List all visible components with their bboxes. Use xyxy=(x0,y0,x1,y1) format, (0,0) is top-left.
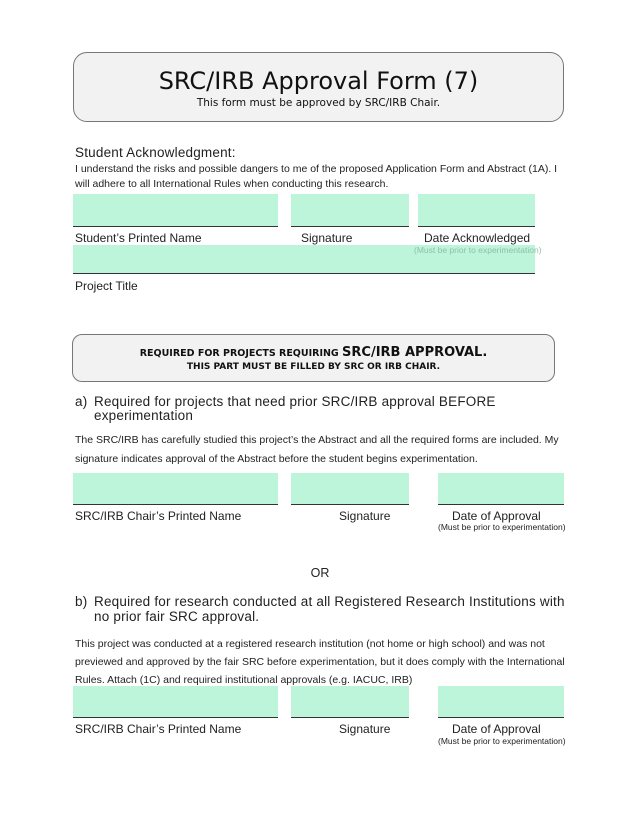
section-b-date-label: Date of Approval xyxy=(452,722,541,736)
section-b-heading-2: no prior fair SRC approval. xyxy=(94,609,260,624)
approval-required-line2: THIS PART MUST BE FILLED BY SRC OR IRB CHAIR. xyxy=(186,362,441,372)
section-a-marker: a) xyxy=(75,394,88,409)
section-a-text-2: signature indicates approval of the Abstract before the student begins experimentation. xyxy=(75,453,478,465)
student-ack-text-1: I understand the risks and possible dangers to me of the proposed Application Form and Abstract (1A). I xyxy=(75,163,558,175)
approval-required-box xyxy=(72,334,555,382)
section-b-printed-name-field[interactable] xyxy=(73,686,278,718)
section-b-marker: b) xyxy=(75,594,88,609)
student-signature-field[interactable] xyxy=(291,194,409,227)
section-a-heading-1: Required for projects that need prior SRC/IRB approval BEFORE xyxy=(94,394,496,409)
section-b-heading-1: Required for research conducted at all Registered Research Institutions with xyxy=(94,594,565,609)
form-title: SRC/IRB Approval Form (7) xyxy=(158,67,479,95)
section-b-text-1: This project was conducted at a registered research institution (not home or high school) and was not xyxy=(75,638,545,650)
or-separator: OR xyxy=(310,566,330,580)
student-ack-text-2: will adhere to all International Rules when conducting this research. xyxy=(75,178,389,190)
section-b-date-field[interactable] xyxy=(438,686,564,718)
student-signature-label: Signature xyxy=(301,231,353,245)
section-b-signature-field[interactable] xyxy=(291,686,409,718)
approval-required-line1 xyxy=(73,345,554,360)
section-a-date-label: Date of Approval xyxy=(452,509,541,523)
student-ack-heading: Student Acknowledgment: xyxy=(75,145,236,160)
section-b-text-3: Rules. Attach (1C) and required institutional approvals (e.g. IACUC, IRB) xyxy=(75,674,413,686)
section-a-signature-label: Signature xyxy=(339,509,391,523)
section-a-heading-2: experimentation xyxy=(94,408,194,423)
project-title-label: Project Title xyxy=(75,279,138,293)
approval-required-emph: SRC/IRB APPROVAL. xyxy=(342,345,488,360)
section-b-text-2: previewed and approved by the fair SRC before experimentation, but it does comply with the International xyxy=(75,656,565,668)
section-a-printed-name-field[interactable] xyxy=(73,473,278,505)
approval-required-prefix: REQUIRED FOR PROJECTS REQUIRING xyxy=(139,348,343,359)
form-header-box xyxy=(73,52,564,122)
section-a-text-1: The SRC/IRB has carefully studied this project’s the Abstract and all the required forms are included. My xyxy=(75,434,559,446)
section-a-date-note: (Must be prior to experimentation) xyxy=(438,522,566,532)
section-a-date-field[interactable] xyxy=(438,473,564,505)
section-a-printed-name-label: SRC/IRB Chair’s Printed Name xyxy=(75,509,242,523)
student-date-note: (Must be prior to experimentation) xyxy=(414,245,542,255)
section-a-signature-field[interactable] xyxy=(291,473,409,505)
section-b-printed-name-label: SRC/IRB Chair’s Printed Name xyxy=(75,722,242,736)
form-subtitle: This form must be approved by SRC/IRB Chair. xyxy=(196,97,441,109)
student-date-label: Date Acknowledged xyxy=(424,231,531,245)
student-date-field[interactable] xyxy=(418,194,535,227)
student-printed-name-field[interactable] xyxy=(73,194,278,227)
student-printed-name-label: Student’s Printed Name xyxy=(75,231,202,245)
section-b-signature-label: Signature xyxy=(339,722,391,736)
section-b-date-note: (Must be prior to experimentation) xyxy=(438,736,566,746)
